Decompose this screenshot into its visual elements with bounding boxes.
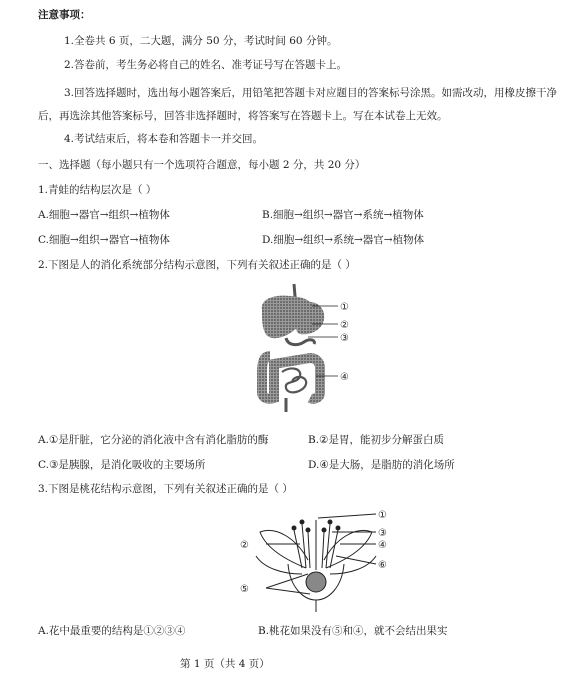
figure3-label-5: ⑤ — [240, 584, 249, 595]
question-1-stem: 1.青蛙的结构层次是（ ） — [38, 184, 157, 196]
notice-item-1: 1.全卷共 6 页，二大题，满分 50 分，考试时间 60 分钟。 — [64, 35, 338, 47]
figure3-label-4: ④ — [378, 540, 387, 551]
figure2-label-3: ③ — [340, 333, 349, 344]
question-3-option-a: A.花中最重要的结构是①②③④ — [38, 625, 186, 637]
question-2-option-c: C.③是胰腺，是消化吸收的主要场所 — [38, 459, 206, 471]
question-1-option-a: A.细胞→器官→组织→植物体 — [38, 209, 170, 221]
question-1-option-c: C.细胞→组织→器官→植物体 — [38, 234, 170, 246]
notice-item-4: 4.考试结束后，将本卷和答题卡一并交回。 — [64, 133, 264, 145]
figure3-label-3: ③ — [378, 528, 387, 539]
digestive-system-figure — [250, 280, 370, 420]
question-2-option-d: D.④是大肠，是脂肪的消化场所 — [308, 459, 455, 471]
figure2-label-1: ① — [340, 302, 349, 313]
page-footer: 第 1 页（共 4 页） — [180, 658, 270, 670]
figure3-label-2: ② — [240, 540, 249, 551]
question-3-stem: 3.下图是桃花结构示意图，下列有关叙述正确的是（ ） — [38, 483, 293, 495]
question-3-option-b: B.桃花如果没有⑤和④，就不会结出果实 — [258, 625, 448, 637]
section-title: 一、选择题（每小题只有一个选项符合题意，每小题 2 分，共 20 分） — [38, 159, 366, 171]
left-outer-petal-shape — [256, 556, 302, 574]
figure3-label-1: ① — [378, 510, 387, 521]
small-intestine-shape — [282, 369, 306, 393]
notice-title: 注意事项： — [38, 9, 91, 21]
question-2-stem: 2.下图是人的消化系统部分结构示意图，下列有关叙述正确的是（ ） — [38, 259, 356, 271]
question-1-option-d: D.细胞→组织→系统→器官→植物体 — [262, 234, 425, 246]
duodenum-shape — [286, 338, 314, 345]
question-1-option-b: B.细胞→组织→器官→系统→植物体 — [262, 209, 424, 221]
figure2-label-4: ④ — [340, 372, 349, 383]
question-2-option-b: B.②是胃，能初步分解蛋白质 — [308, 434, 444, 446]
peach-flower-figure — [236, 508, 396, 612]
notice-item-3: 3.回答选择题时，选出每小题答案后，用铅笔把答题卡对应题目的答案标号涂黑。如需改动，用橡皮擦干净后，再选涂其他答案标号，回答非选择题时，将答案写在答题卡上。写在本试卷上无效。 — [38, 87, 558, 122]
figure3-label-6: ⑥ — [378, 560, 387, 571]
notice-item-2: 2.答卷前，考生务必将自己的姓名、准考证号写在答题卡上。 — [64, 59, 348, 71]
right-outer-petal-shape — [330, 556, 376, 574]
figure2-label-2: ② — [340, 320, 349, 331]
question-2-option-a: A.①是肝脏，它分泌的消化液中含有消化脂肪的酶 — [38, 434, 269, 446]
ovary-shape — [306, 572, 326, 592]
